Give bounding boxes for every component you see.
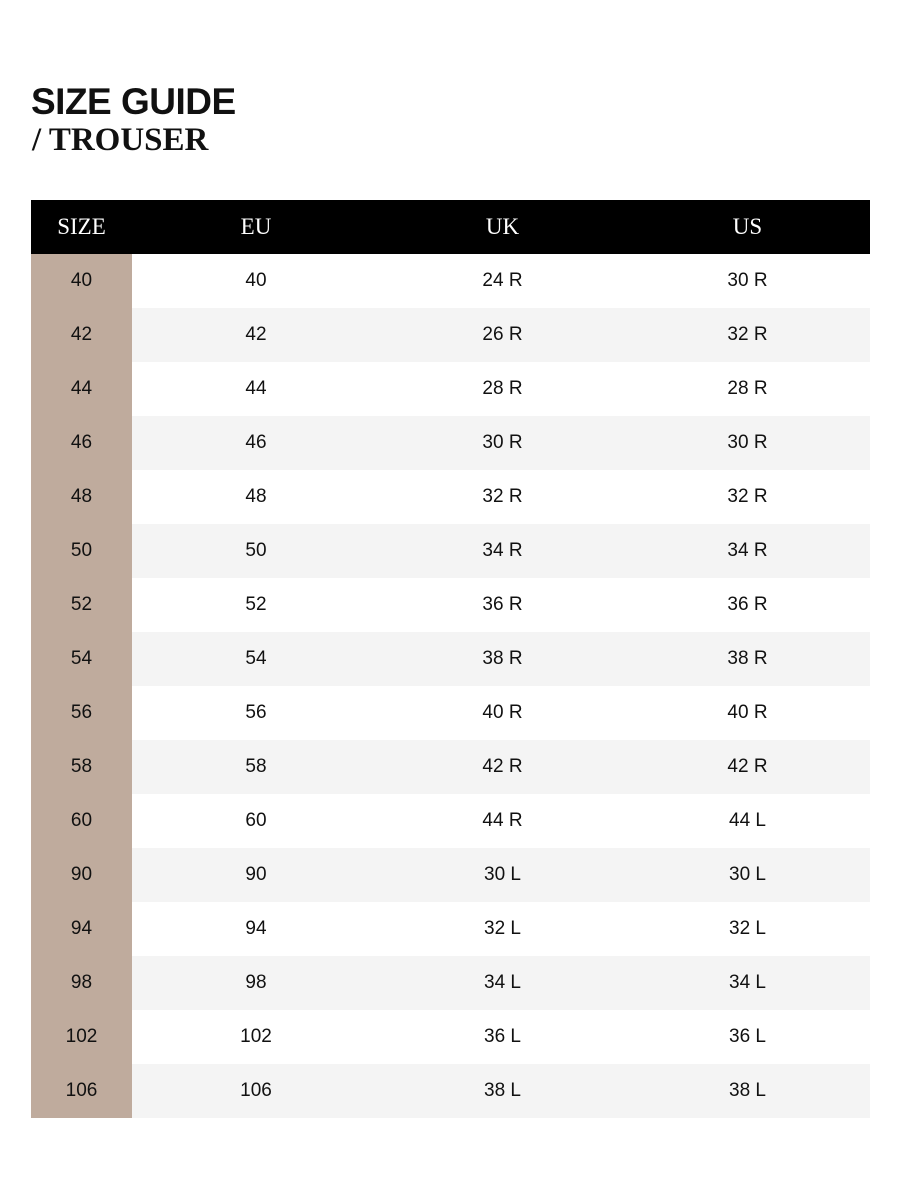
size-cell: 56 [31,686,132,740]
uk-cell: 26 R [380,308,625,362]
us-cell: 38 R [625,632,870,686]
us-cell: 28 R [625,362,870,416]
size-cell: 102 [31,1010,132,1064]
eu-cell: 40 [132,254,380,308]
table-row [31,902,870,956]
eu-cell: 54 [132,632,380,686]
table-row [31,956,870,1010]
uk-cell: 42 R [380,740,625,794]
us-cell: 42 R [625,740,870,794]
table-row [31,362,870,416]
eu-cell: 44 [132,362,380,416]
us-cell: 30 R [625,254,870,308]
table-row [31,416,870,470]
uk-cell: 38 L [380,1064,625,1118]
size-cell: 90 [31,848,132,902]
size-cell: 52 [31,578,132,632]
eu-cell: 50 [132,524,380,578]
table-row [31,524,870,578]
size-cell: 50 [31,524,132,578]
us-cell: 32 L [625,902,870,956]
us-cell: 32 R [625,470,870,524]
eu-cell: 52 [132,578,380,632]
uk-cell: 32 L [380,902,625,956]
uk-cell: 32 R [380,470,625,524]
uk-cell: 36 L [380,1010,625,1064]
size-cell: 40 [31,254,132,308]
us-cell: 38 L [625,1064,870,1118]
table-header-row [31,200,870,254]
eu-cell: 46 [132,416,380,470]
size-cell: 98 [31,956,132,1010]
uk-cell: 30 L [380,848,625,902]
us-cell: 34 L [625,956,870,1010]
uk-cell: 28 R [380,362,625,416]
size-cell: 44 [31,362,132,416]
column-header-eu: EU [240,214,272,239]
size-cell: 58 [31,740,132,794]
table-row [31,686,870,740]
eu-cell: 42 [132,308,380,362]
table-row [31,740,870,794]
us-cell: 36 R [625,578,870,632]
table-row [31,254,870,308]
uk-cell: 34 L [380,956,625,1010]
column-header-size: SIZE [57,214,106,239]
uk-cell: 24 R [380,254,625,308]
us-cell: 32 R [625,308,870,362]
size-cell: 94 [31,902,132,956]
table-row [31,578,870,632]
uk-cell: 30 R [380,416,625,470]
uk-cell: 40 R [380,686,625,740]
us-cell: 30 L [625,848,870,902]
size-cell: 60 [31,794,132,848]
table-body [31,254,870,1118]
eu-cell: 102 [132,1010,380,1064]
us-cell: 34 R [625,524,870,578]
table-row [31,308,870,362]
uk-cell: 36 R [380,578,625,632]
size-cell: 106 [31,1064,132,1118]
column-header-us: US [732,214,763,239]
us-cell: 30 R [625,416,870,470]
eu-cell: 56 [132,686,380,740]
table-row [31,1064,870,1118]
eu-cell: 98 [132,956,380,1010]
table-row [31,470,870,524]
size-cell: 42 [31,308,132,362]
eu-cell: 58 [132,740,380,794]
page-title: SIZE GUIDE [31,81,236,122]
column-header-uk: UK [485,214,520,239]
eu-cell: 106 [132,1064,380,1118]
size-cell: 48 [31,470,132,524]
size-guide-table [31,200,870,1118]
table-row [31,1010,870,1064]
us-cell: 44 L [625,794,870,848]
page-subtitle: / TROUSER [32,122,209,158]
size-cell: 54 [31,632,132,686]
eu-cell: 90 [132,848,380,902]
uk-cell: 38 R [380,632,625,686]
size-cell: 46 [31,416,132,470]
eu-cell: 94 [132,902,380,956]
table-row [31,848,870,902]
uk-cell: 34 R [380,524,625,578]
us-cell: 36 L [625,1010,870,1064]
us-cell: 40 R [625,686,870,740]
eu-cell: 60 [132,794,380,848]
eu-cell: 48 [132,470,380,524]
table-row [31,794,870,848]
uk-cell: 44 R [380,794,625,848]
table-row [31,632,870,686]
